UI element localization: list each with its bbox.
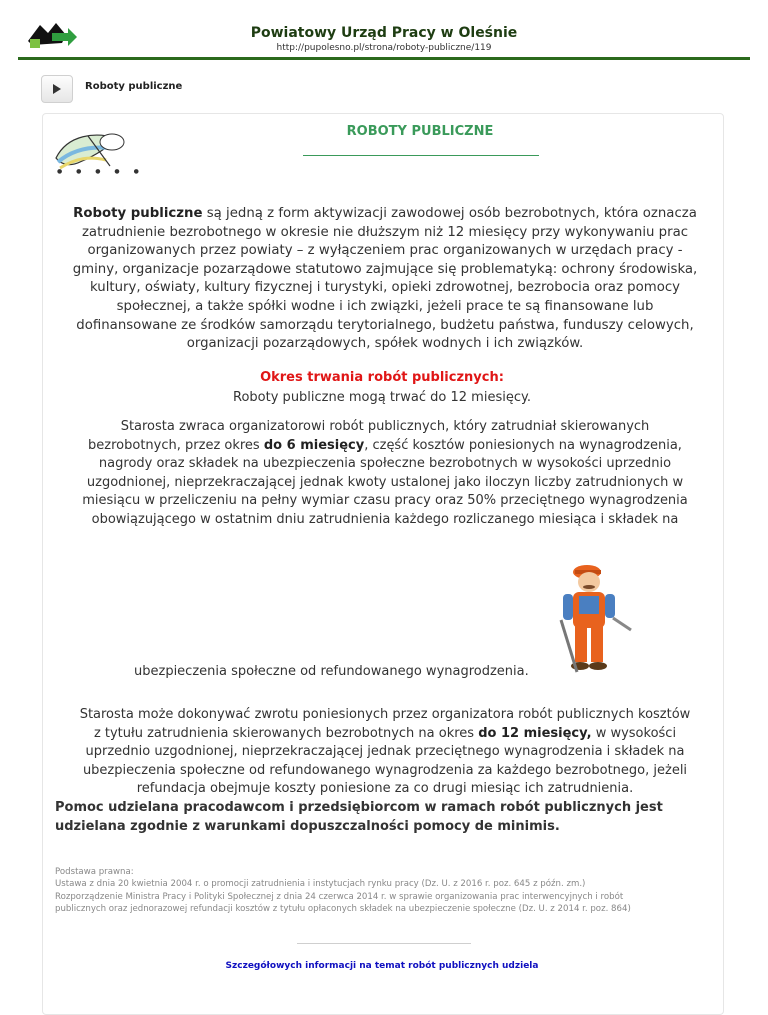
- de-minimis-note: Pomoc udzielana pracodawcom i przedsiębiorcom w ramach robót publicznych jest udzielana zgodnie z warunkami dopuszczalności pomocy de minimis.: [55, 800, 663, 834]
- breadcrumb-button[interactable]: [41, 75, 73, 103]
- refund-paragraph-2: Starosta może dokonywać zwrotu poniesionych przez organizatora robót publicznych kosztów z tytułu zatrudnienia skierowanych bezrobotnych na okres do 12 miesięcy, w wysokości uprzednio uzgodnionej, nieprzekraczającej jednak przeciętnego wynagrodzenia i składek na ubezpieczenia społeczne od refundowanego wynagrodzenia za każdego bezrobotnego, jeżeli refundacja obejmuje koszty poniesione za co drugi miesiąc ich zatrudnienia.: [79, 707, 691, 797]
- site-header: [0, 0, 768, 60]
- play-arrow-icon: [52, 84, 62, 94]
- intro-paragraph: Roboty publiczne są jedną z form aktywizacji zawodowej osób bezrobotnych, która oznacza zatrudnienie bezrobotnego w okresie nie dłuższym niż 12 miesięcy przy wykonywaniu prac organizowanych przez powiaty – z wyłączeniem prac organizowanych w urzędach pracy - gminy, organizacje pozarządowe statutowo zajmujące się problematyką: ochrony środowiska, kultury, oświaty, kultury fizycznej i turystyki, opieki zdrowotnej, bezrobocia oraz pomocy społecznej, a także spółki wodne i ich związki, jeżeli prace te są finansowane lub dofinansowane ze środków samorządu terytorialnego, budżetu państwa, funduszy celowych, organizacji pozarządowych, spółek wodnych i ich związków.: [72, 206, 698, 352]
- more-info-link[interactable]: Szczegółowych informacji na temat robót publicznych udziela: [225, 961, 539, 971]
- page-url: http://pupolesno.pl/strona/roboty-publiczne/119: [276, 43, 492, 53]
- refund-paragraph: Starosta zwraca organizatorowi robót publicznych, który zatrudniał skierowanych bezrobotnych, przez okres do 6 miesięcy, część kosztów poniesionych na wynagrodzenia, nagrody oraz składek na ubezpieczenia społeczne bezrobotnych w wysokości uprzednio uzgodnionej, nieprzekraczającej jednak kwoty ustalonej jako iloczyn liczby zatrudnionych w miesiącu w przeliczeniu na pełny wymiar czasu pracy oraz 50% przeciętnego wynagrodzenia obowiązującego w ostatnim dniu zatrudnienia każdego rozliczanego miesiąca i składek na: [82, 419, 688, 527]
- site-title[interactable]: Powiatowy Urząd Pracy w Oleśnie: [250, 25, 518, 41]
- page-title: ROBOTY PUBLICZNE: [346, 124, 494, 139]
- refund-paragraph-tail: ubezpieczenia społeczne od refundowanego wynagrodzenia.: [134, 664, 529, 679]
- section-divider: [297, 943, 471, 944]
- worker-illustration-icon: [557, 560, 635, 680]
- duration-text: Roboty publiczne mogą trwać do 12 miesięcy.: [233, 390, 531, 405]
- logo-lettering: ● ● ● ● ●: [57, 168, 145, 175]
- legal-basis: Podstawa prawna: Ustawa z dnia 20 kwietnia 2004 r. o promocji zatrudnienia i instytucjach rynku pracy (Dz. U. z 2016 r. poz. 645 z późn. zm.) Rozporządzenie Ministra Pracy i Polityki Społecznej z dnia 24 czerwca 2014 r. w sprawie organizowania prac interwencyjnych i robót publicznych oraz jednorazowej refundacji kosztów z tytułu opłaconych składek na ubezpieczenie społeczne (Dz. U. z 2014 r. poz. 864): [55, 867, 631, 914]
- duration-heading: Okres trwania robót publicznych:: [260, 370, 504, 385]
- header-divider: [18, 57, 750, 60]
- breadcrumb-label[interactable]: Roboty publiczne: [85, 81, 183, 92]
- intro-bold: Roboty publiczne: [73, 206, 203, 221]
- title-underline: [303, 155, 539, 156]
